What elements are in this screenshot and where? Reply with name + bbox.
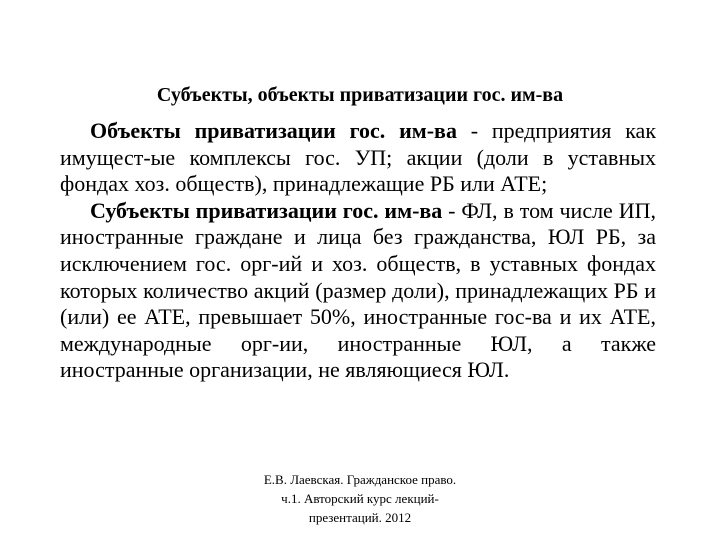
term-subjects: Субъекты приватизации гос. им-ва [90,197,443,223]
paragraph-objects [60,118,656,198]
slide-title: Субъекты, объекты приватизации гос. им-ва [156,84,564,106]
paragraph-subjects [60,198,656,384]
footer-line-1: Е.В. Лаевская. Гражданское право. [263,472,457,487]
definition-objects: - предприятия как имущест-ые комплексы гос. УП; акции (доли в уставных фондах хоз. обществ), принадлежащие РБ или АТЕ; [60,118,657,197]
definition-subjects: - ФЛ, в том числе ИП, иностранные граждане и лица без гражданства, ЮЛ РБ, за исключением гос. орг-ий и хоз. обществ, в уставных фондах которых количество акций (размер доли), принадлежащих РБ и (или) ее АТЕ, превышает 50%, иностранные гос-ва и их АТЕ, международные орг-ии, иностранные ЮЛ, а также иностранные организации, не являющиеся ЮЛ. [60,197,656,383]
footer-line-3: презентаций. 2012 [308,510,412,525]
term-objects: Объекты приватизации гос. им-ва [90,118,457,143]
slide-footer [200,470,520,527]
slide-body [60,118,656,384]
footer-line-2: ч.1. Авторский курс лекций- [281,491,439,506]
